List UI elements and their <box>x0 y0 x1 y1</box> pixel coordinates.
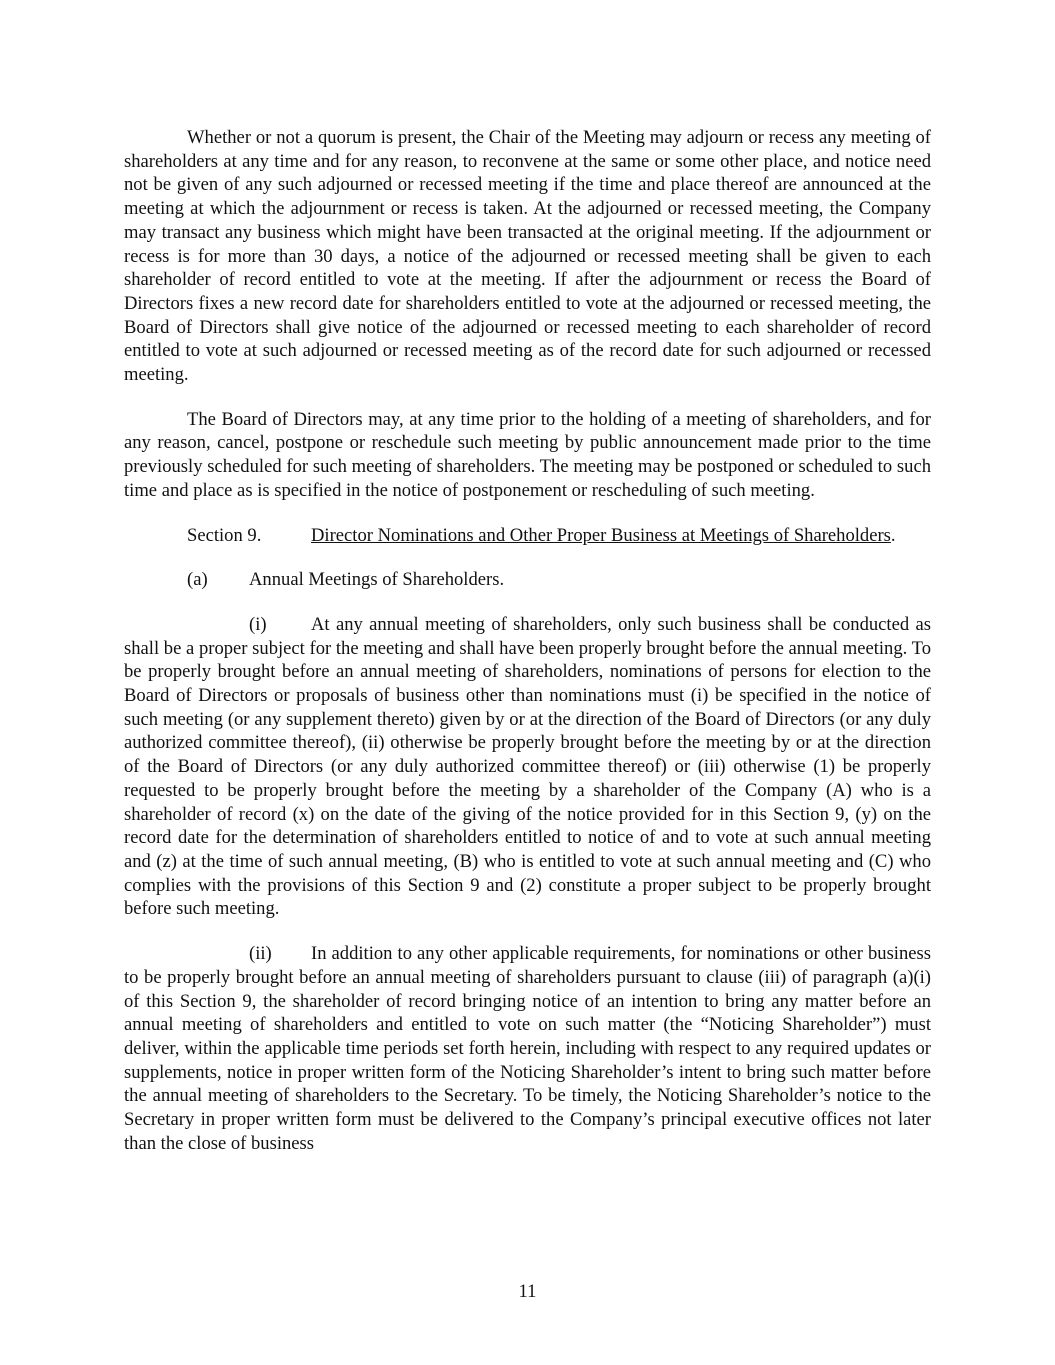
document-page <box>124 126 931 1155</box>
section-title-period: . <box>890 524 896 546</box>
section-number: Section 9. <box>187 524 262 546</box>
clause-i-paragraph <box>124 613 931 921</box>
section-title: Director Nominations and Other Proper Business at Meetings of Shareholders <box>311 524 891 546</box>
subsection-a-label: (a) <box>187 569 208 591</box>
paragraph-quorum <box>124 126 931 387</box>
clause-i-label: (i) <box>249 613 267 635</box>
paragraph-board-text: The Board of Directors may, at any time prior to the holding of a meeting of shareholders, and for any reason, cancel, postpone or reschedule such meeting by public announcement made prior to the time previously scheduled for such meeting of shareholders. The meeting may be postponed or scheduled to such time and place as is specified in the notice of postponement or rescheduling of such meeting. <box>124 408 931 501</box>
clause-i-text: At any annual meeting of shareholders, only such business shall be conducted as shall be a proper subject for the meeting and shall have been properly brought before the annual meeting. To be properly brought before an annual meeting of shareholders, nominations of persons for election to the Board of Directors or proposals of business other than nominations must (i) be specified in the notice of such meeting (or any supplement thereto) given by or at the direction of the Board of Directors (or any duly authorized committee thereof), (ii) otherwise be properly brought before the meeting by or at the direction of the Board of Directors (or any duly authorized committee thereof) or (iii) otherwise (1) be properly requested to be properly brought before the meeting by a shareholder of the Company (A) who is a shareholder of record (x) on the date of the giving of the notice provided for in this Section 9, (y) on the record date for the determination of shareholders entitled to notice of and to vote at such annual meeting and (z) at the time of such annual meeting, (B) who is entitled to vote at such annual meeting and (C) who complies with the provisions of this Section 9 and (2) constitute a proper subject to be properly brought before such meeting. <box>124 613 931 920</box>
page-number: 11 <box>518 1281 537 1302</box>
clause-ii-label: (ii) <box>249 943 272 965</box>
section-heading <box>124 524 931 548</box>
paragraph-quorum-text: Whether or not a quorum is present, the Chair of the Meeting may adjourn or recess any meeting of shareholders at any time and for any reason, to reconvene at the same or some other place, and notice need not be given of any such adjourned or recessed meeting if the time and place thereof are announced at the meeting at which the adjournment or recess is taken. At the adjourned or recessed meeting, the Company may transact any business which might have been transacted at the original meeting. If the adjournment or recess is for more than 30 days, a notice of the adjourned or recessed meeting shall be given to each shareholder of record entitled to vote at the meeting. If after the adjournment or recess the Board of Directors fixes a new record date for shareholders entitled to vote at the adjourned or recessed meeting, the Board of Directors shall give notice of the adjourned or recessed meeting to each shareholder of record entitled to vote at such adjourned or recessed meeting as of the record date for such adjourned or recessed meeting. <box>124 127 931 386</box>
paragraph-board-postpone <box>124 408 931 503</box>
clause-ii-text: In addition to any other applicable requirements, for nominations or other business to be properly brought before an annual meeting of shareholders pursuant to clause (iii) of paragraph (a)(i) of this Section 9, the shareholder of record bringing notice of an intention to bring any matter before an annual meeting of shareholders and entitled to vote on such matter (the “Noticing Shareholder”) must deliver, within the applicable time periods set forth herein, including with respect to any required updates or supplements, notice in proper written form of the Noticing Shareholder’s intent to bring such matter before the annual meeting of shareholders to the Secretary. To be timely, the Noticing Shareholder’s notice to the Secretary in proper written form must be delivered to the Company’s principal executive offices not later than the close of business <box>124 943 931 1154</box>
subsection-a-heading <box>124 568 931 592</box>
clause-ii-paragraph <box>124 942 931 1155</box>
subsection-a-title: Annual Meetings of Shareholders. <box>249 569 505 591</box>
